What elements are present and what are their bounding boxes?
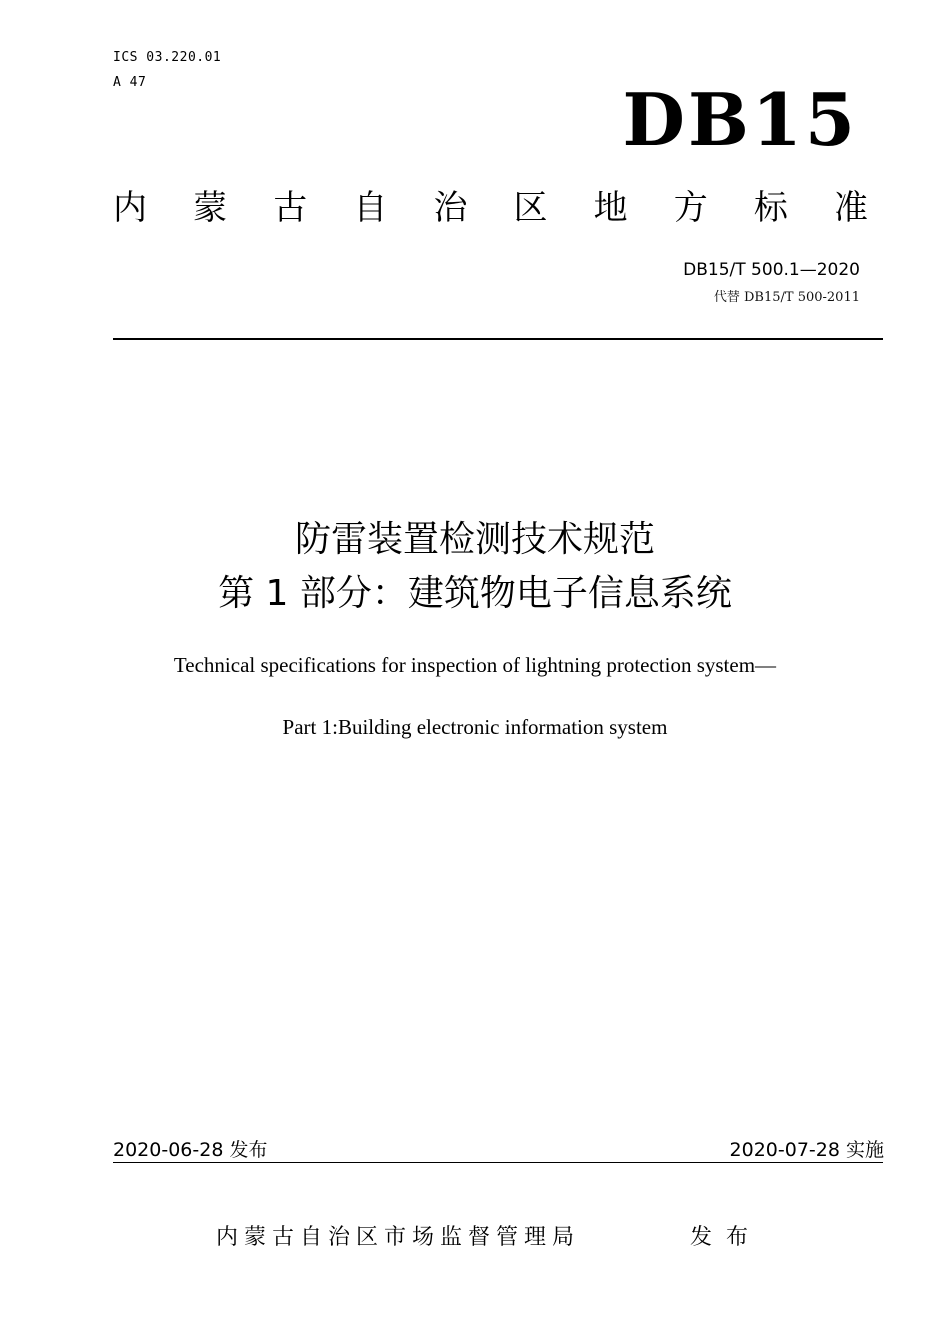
standard-type-char: 准 <box>833 188 868 228</box>
standard-type-char: 自 <box>353 188 388 228</box>
standard-type-char: 内 <box>113 188 147 228</box>
standard-type-char: 方 <box>673 188 708 228</box>
title-chinese-line-1: 防雷装置检测技术规范 <box>294 519 655 560</box>
issue-label: 发布 <box>690 1225 763 1250</box>
standard-type-char: 区 <box>513 188 548 228</box>
title-english-line-1: Technical specifications for inspection of lightning protection system— <box>173 653 777 677</box>
title-chinese-line-2: 第 1 部分：建筑物电子信息系统 <box>218 573 732 614</box>
header-divider <box>113 338 883 340</box>
publish-date: 2020-06-28 发布 <box>113 1139 268 1161</box>
standard-type-char: 地 <box>593 188 628 228</box>
ics-code: ICS 03.220.01 <box>113 50 222 65</box>
issuing-authority: 内蒙古自治区市场监督管理局 <box>216 1225 581 1250</box>
standard-type-title <box>113 185 868 231</box>
replaces-standard: 代替 DB15/T 500-2011 <box>713 290 860 305</box>
ccs-code: A 47 <box>113 75 147 90</box>
standard-code-logo: DB15 <box>622 77 858 162</box>
implement-date: 2020-07-28 实施 <box>729 1139 884 1161</box>
footer-divider <box>113 1162 883 1163</box>
standard-type-char: 古 <box>273 188 308 228</box>
standard-type-char: 治 <box>433 188 468 228</box>
standard-number: DB15/T 500.1—2020 <box>683 260 860 280</box>
standard-type-char: 标 <box>753 188 788 228</box>
title-english-line-2: Part 1:Building electronic information system <box>282 715 668 739</box>
standard-type-char: 蒙 <box>193 188 228 228</box>
